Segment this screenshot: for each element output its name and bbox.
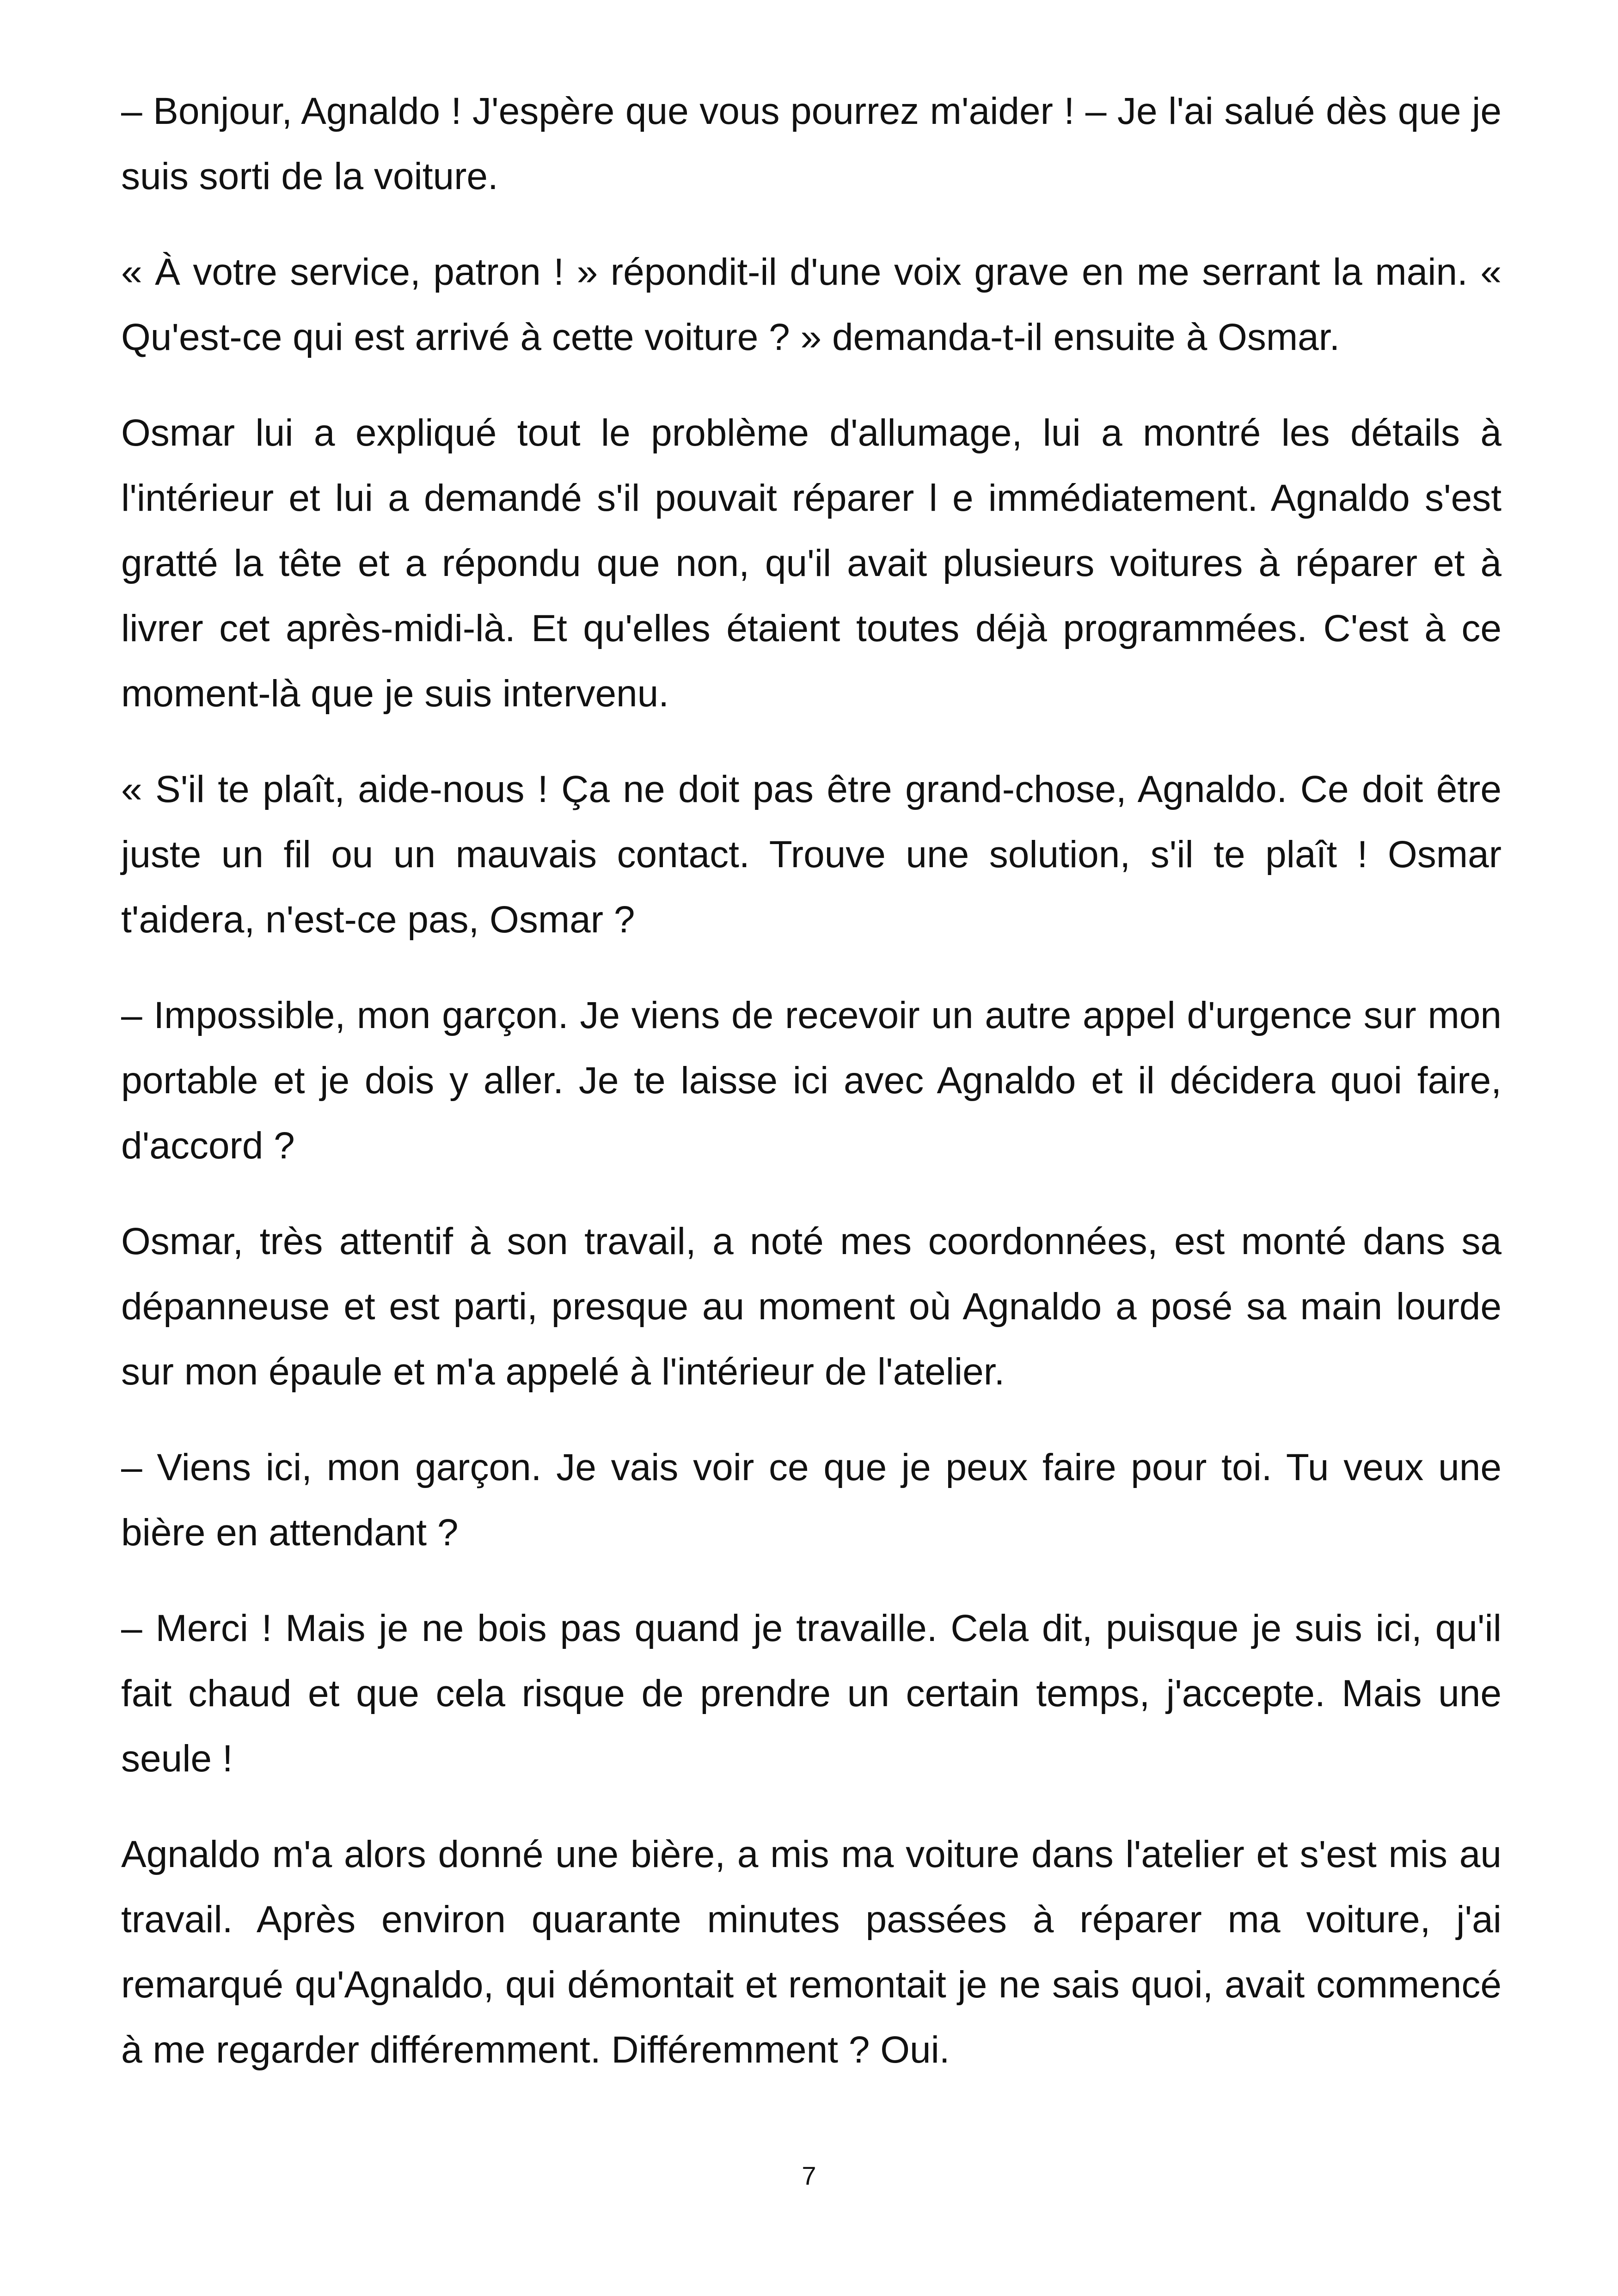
page-number: 7 <box>802 2161 816 2190</box>
body-text <box>121 79 1502 2113</box>
paragraph-3: Osmar lui a expliqué tout le problème d'allumage, lui a montré les détails à l'intérieur et lui a demandé s'il pouvait réparer l e immédiatement. Agnaldo s'est gratté la tête et a répondu que non, qu'il avait plusieurs voitures à réparer et à livrer cet après-midi-là. Et qu'elles étaient toutes déjà programmées. C'est à ce moment-là que je suis intervenu. <box>121 412 1502 715</box>
paragraph-7: – Viens ici, mon garçon. Je vais voir ce que je peux faire pour toi. Tu veux une bière en attendant ? <box>121 1446 1502 1554</box>
paragraph-5: – Impossible, mon garçon. Je viens de recevoir un autre appel d'urgence sur mon portable et je dois y aller. Je te laisse ici avec Agnaldo et il décidera quoi faire, d'accord ? <box>121 994 1502 1167</box>
paragraph-8: – Merci ! Mais je ne bois pas quand je travaille. Cela dit, puisque je suis ici, qu'il fait chaud et que cela risque de prendre un certain temps, j'accepte. Mais une seule ! <box>121 1607 1502 1780</box>
paragraph-4: « S'il te plaît, aide-nous ! Ça ne doit pas être grand-chose, Agnaldo. Ce doit être juste un fil ou un mauvais contact. Trouve une solution, s'il te plaît ! Osmar t'aidera, n'est-ce pas, Osmar ? <box>121 768 1502 941</box>
paragraph-2: « À votre service, patron ! » répondit-il d'une voix grave en me serrant la main. « Qu'est-ce qui est arrivé à cette voiture ? » demanda-t-il ensuite à Osmar. <box>121 251 1502 358</box>
paragraph-9: Agnaldo m'a alors donné une bière, a mis ma voiture dans l'atelier et s'est mis au travail. Après environ quarante minutes passées à réparer ma voiture, j'ai remarqué qu'Agnaldo, qui démontait et remontait je ne sais quoi, avait commencé à me regarder différemment. Différemment ? Oui. <box>121 1833 1502 2071</box>
paragraph-1: – Bonjour, Agnaldo ! J'espère que vous pourrez m'aider ! – Je l'ai salué dès que je suis sorti de la voiture. <box>121 90 1502 197</box>
paragraph-6: Osmar, très attentif à son travail, a noté mes coordonnées, est monté dans sa dépanneuse et est parti, presque au moment où Agnaldo a posé sa main lourde sur mon épaule et m'a appelé à l'intérieur de l'atelier. <box>121 1220 1502 1393</box>
